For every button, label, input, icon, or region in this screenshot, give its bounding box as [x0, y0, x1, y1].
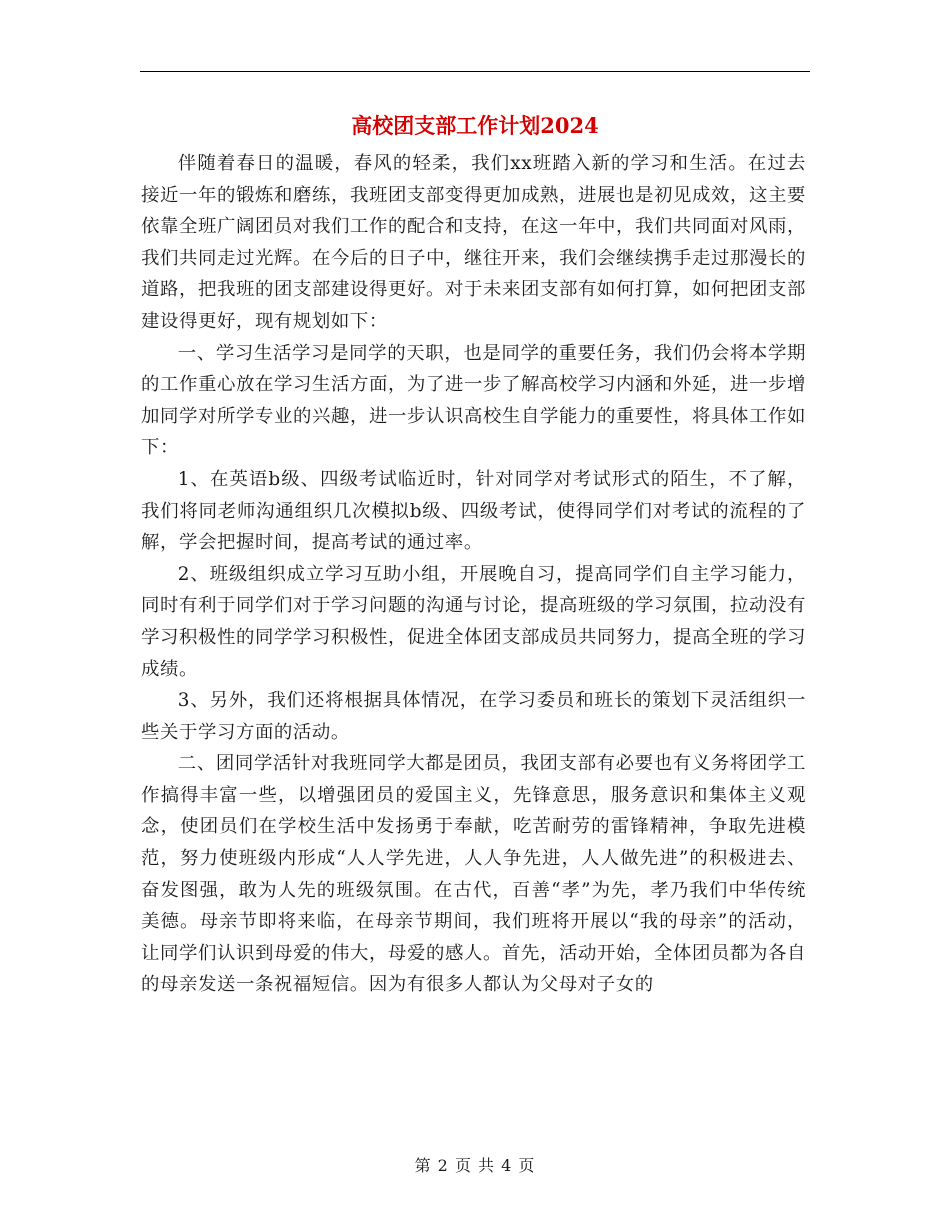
paragraph-section-1: 一、学习生活学习是同学的天职，也是同学的重要任务，我们仍会将本学期的工作重心放在学习生活方面，为了进一步了解高校学习内涵和外延，进一步增加同学对所学专业的兴趣，进一步认识高校生自学能力的重要性，将具体工作如下： — [141, 342, 806, 459]
paragraph-item-3: 3、另外，我们还将根据具体情况，在学习委员和班长的策划下灵活组织一些关于学习方面的活动。 — [141, 690, 806, 743]
paragraph-section-2: 二、团同学活针对我班同学大都是团员，我团支部有必要也有义务将团学工作搞得丰富一些，以增强团员的爱国主义，先锋意思，服务意识和集体主义观念，使团员们在学校生活中发扬勇于奉献，吃苦耐劳的雷锋精神，争取先进模范，努力使班级内形成“人人学先进，人人争先进，人人做先进”的积极进去、奋发图强，敢为人先的班级氛围。在古代，百善“孝”为先，孝乃我们中华传统美德。母亲节即将来临，在母亲节期间，我们班将开展以“我的母亲”的活动，让同学们认识到母爱的伟大，母爱的感人。首先，活动开始，全体团员都为各自的母亲发送一条祝福短信。因为有很多人都认为父母对子女的 — [141, 753, 806, 996]
page-number: 第 2 页 共 4 页 — [414, 1156, 536, 1175]
paragraph-intro: 伴随着春日的温暖，春风的轻柔，我们xx班踏入新的学习和生活。在过去接近一年的锻炼和磨练，我班团支部变得更加成熟，进展也是初见成效，这主要依靠全班广阔团员对我们工作的配合和支持，在这一年中，我们共同面对风雨，我们共同走过光辉。在今后的日子中，继往开来，我们会继续携手走过那漫长的道路，把我班的团支部建设得更好。对于未来团支部有如何打算，如何把团支部建设得更好，现有规划如下： — [141, 153, 806, 332]
document-title: 高校团支部工作计划2024 — [351, 113, 599, 138]
document-body — [141, 148, 806, 1001]
paragraph-item-2: 2、班级组织成立学习互助小组，开展晚自习，提高同学们自主学习能力，同时有利于同学们对于学习问题的沟通与讨论，提高班级的学习氛围，拉动没有学习积极性的同学学习积极性，促进全体团支部成员共同努力，提高全班的学习成绩。 — [141, 563, 806, 680]
paragraph-item-1: 1、在英语b级、四级考试临近时，针对同学对考试形式的陌生，不了解，我们将同老师沟通组织几次模拟b级、四级考试，使得同学们对考试的流程的了解，学会把握时间，提高考试的通过率。 — [141, 468, 806, 554]
header-rule — [140, 71, 810, 72]
